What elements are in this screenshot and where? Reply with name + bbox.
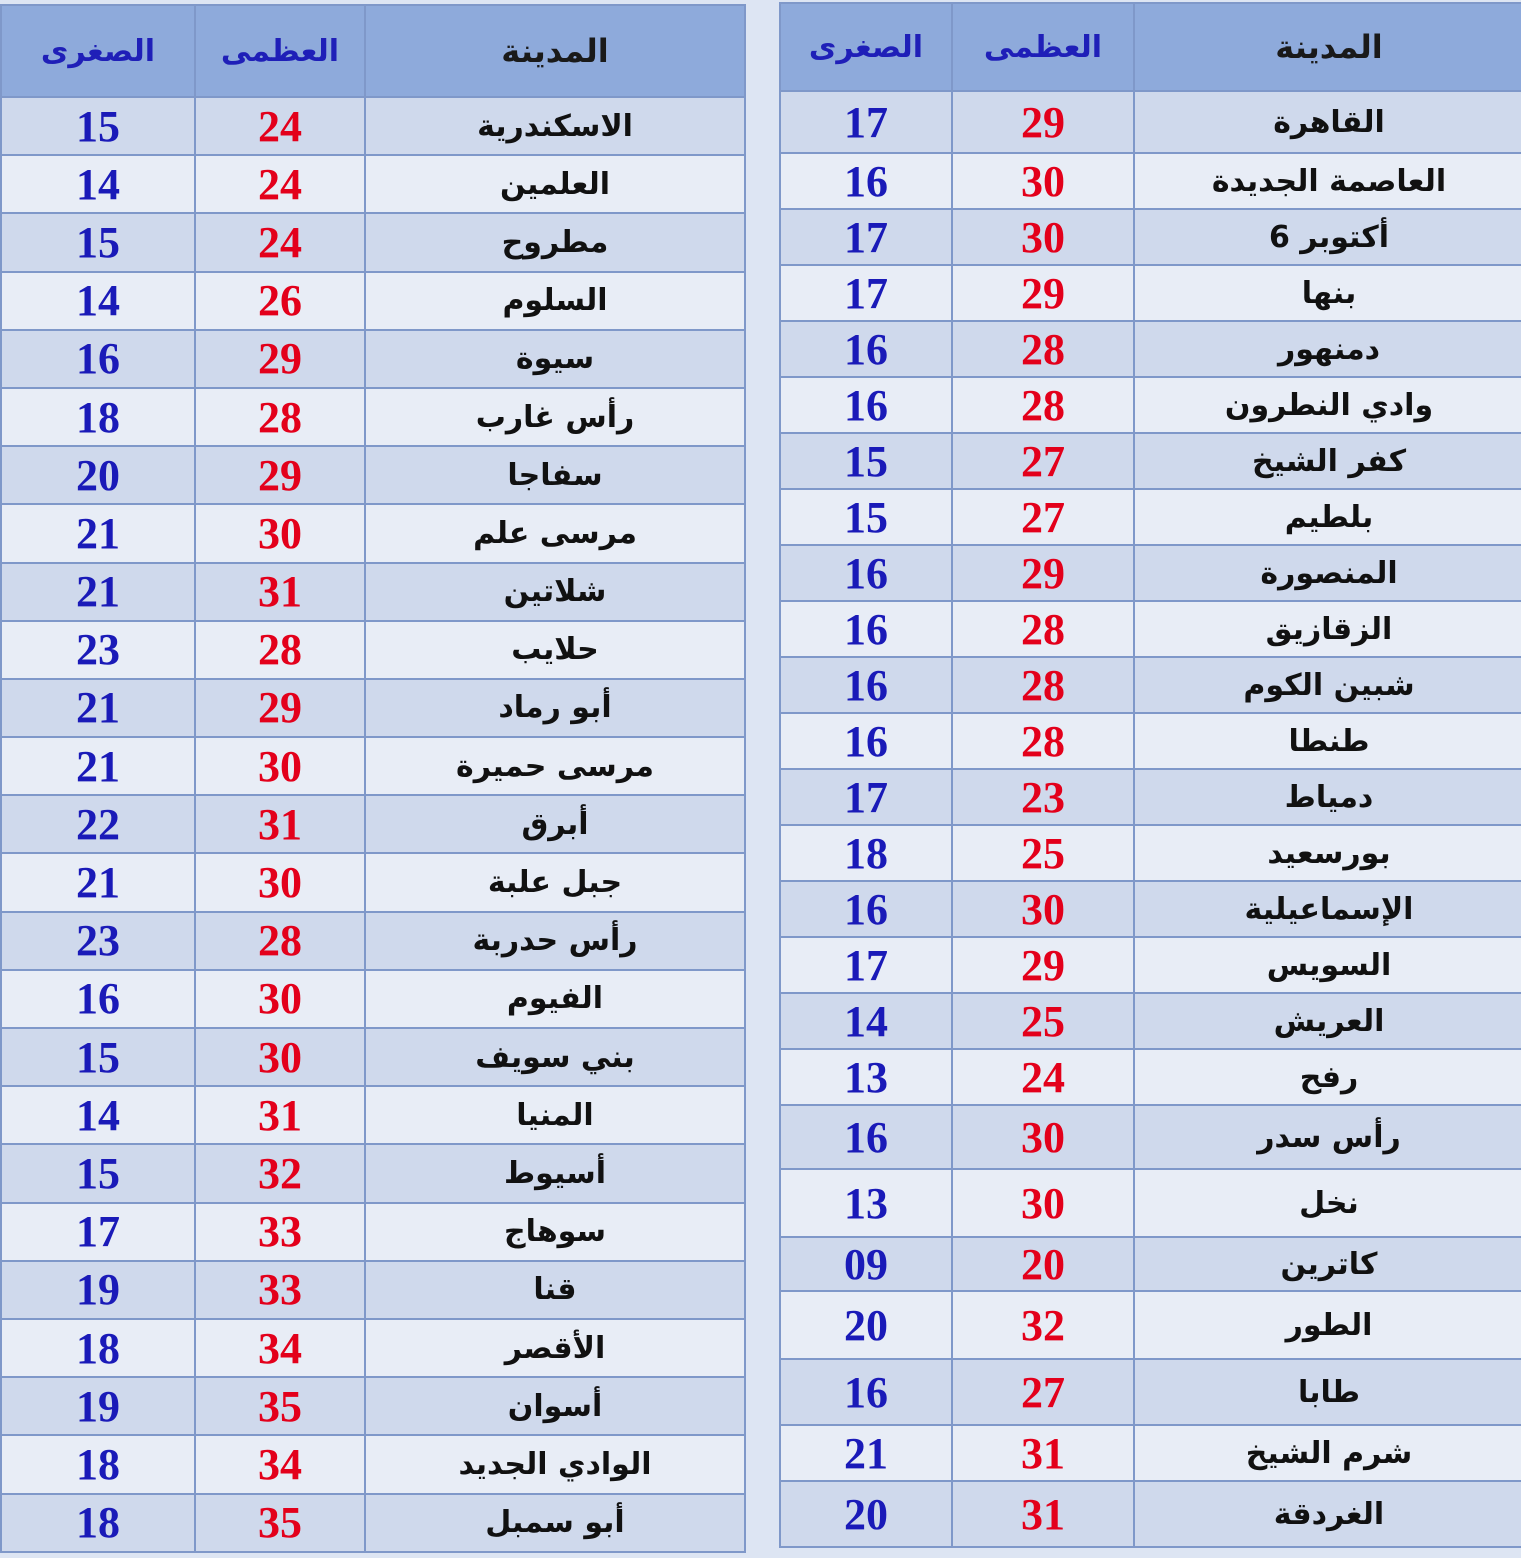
city-name-cell: المنصورة [1134,545,1521,601]
min-temp-cell: 21 [780,1425,952,1481]
city-name-cell: أبرق [365,795,745,853]
max-temp-cell: 30 [952,209,1134,265]
max-temp-cell: 35 [195,1377,365,1435]
max-temp-cell: 30 [195,504,365,562]
min-temp-cell: 16 [1,970,195,1028]
min-temp-cell: 14 [1,155,195,213]
min-temp-cell: 09 [780,1237,952,1291]
max-temp-cell: 30 [952,1105,1134,1169]
max-temp-cell: 27 [952,433,1134,489]
city-name-cell: شبين الكوم [1134,657,1521,713]
max-temp-cell: 30 [952,153,1134,209]
min-temp-cell: 15 [1,1028,195,1086]
city-name-cell: كاترين [1134,1237,1521,1291]
min-temp-cell: 16 [780,881,952,937]
max-temp-cell: 31 [952,1425,1134,1481]
max-temp-cell: 20 [952,1237,1134,1291]
table-row [780,489,1521,545]
table-row [780,657,1521,713]
city-name-cell: 6 أكتوبر [1134,209,1521,265]
max-temp-cell: 30 [195,737,365,795]
table-row [1,970,745,1028]
table-row [780,825,1521,881]
min-temp-cell: 16 [780,1105,952,1169]
max-temp-cell: 28 [952,321,1134,377]
min-temp-cell: 16 [780,153,952,209]
table-row [1,97,745,155]
max-temp-cell: 28 [952,601,1134,657]
min-temp-cell: 15 [1,213,195,271]
max-temp-cell: 32 [195,1144,365,1202]
max-temp-cell: 35 [195,1494,365,1552]
min-temp-cell: 18 [1,1494,195,1552]
table-header-row [780,3,1521,91]
temperature-table-right [779,2,1521,1548]
city-name-cell: الوادي الجديد [365,1435,745,1493]
max-temp-cell: 28 [195,388,365,446]
city-name-cell: الطور [1134,1291,1521,1359]
min-temp-cell: 17 [1,1203,195,1261]
city-name-cell: الإسماعيلية [1134,881,1521,937]
city-name-cell: طنطا [1134,713,1521,769]
city-name-cell: رأس غارب [365,388,745,446]
max-temp-cell: 29 [952,91,1134,153]
temperature-table-left [0,4,746,1553]
min-temp-cell: 16 [780,657,952,713]
city-name-cell: سيوة [365,330,745,388]
max-temp-cell: 30 [195,1028,365,1086]
city-name-cell: السويس [1134,937,1521,993]
max-temp-cell: 28 [952,713,1134,769]
min-temp-cell: 23 [1,912,195,970]
min-temp-cell: 13 [780,1169,952,1237]
city-name-cell: وادي النطرون [1134,377,1521,433]
max-temp-cell: 23 [952,769,1134,825]
city-name-cell: العلمين [365,155,745,213]
table-row [780,265,1521,321]
table-row [1,446,745,504]
table-row [780,601,1521,657]
city-name-cell: جبل علبة [365,853,745,911]
city-name-cell: سفاجا [365,446,745,504]
table-header-row [1,5,745,97]
table-row [1,272,745,330]
city-name-cell: قنا [365,1261,745,1319]
min-temp-cell: 16 [780,377,952,433]
city-name-cell: رفح [1134,1049,1521,1105]
table-row [780,937,1521,993]
table-row [1,155,745,213]
min-temp-cell: 14 [1,1086,195,1144]
header-max-temp: العظمى [195,5,365,97]
min-temp-cell: 18 [1,388,195,446]
min-temp-cell: 15 [1,97,195,155]
city-name-cell: مرسى علم [365,504,745,562]
min-temp-cell: 16 [1,330,195,388]
table-row [780,1359,1521,1425]
city-name-cell: الاسكندرية [365,97,745,155]
city-name-cell: العاصمة الجديدة [1134,153,1521,209]
table-row [780,91,1521,153]
table-row [1,388,745,446]
city-name-cell: دمياط [1134,769,1521,825]
max-temp-cell: 25 [952,993,1134,1049]
min-temp-cell: 18 [1,1435,195,1493]
min-temp-cell: 16 [780,713,952,769]
table-row [1,1377,745,1435]
table-row [1,213,745,271]
max-temp-cell: 32 [952,1291,1134,1359]
header-city: المدينة [1134,3,1521,91]
min-temp-cell: 14 [1,272,195,330]
city-name-cell: العريش [1134,993,1521,1049]
table-row [780,1105,1521,1169]
max-temp-cell: 27 [952,1359,1134,1425]
max-temp-cell: 30 [195,853,365,911]
min-temp-cell: 21 [1,504,195,562]
min-temp-cell: 19 [1,1261,195,1319]
city-name-cell: الغردقة [1134,1481,1521,1547]
city-name-cell: رأس حدربة [365,912,745,970]
max-temp-cell: 27 [952,489,1134,545]
max-temp-cell: 30 [195,970,365,1028]
min-temp-cell: 17 [780,265,952,321]
min-temp-cell: 15 [780,433,952,489]
city-name-cell: السلوم [365,272,745,330]
min-temp-cell: 21 [1,853,195,911]
max-temp-cell: 29 [195,330,365,388]
city-name-cell: بلطيم [1134,489,1521,545]
table-row [780,713,1521,769]
table-row [780,1425,1521,1481]
table-row [1,1261,745,1319]
city-name-cell: الفيوم [365,970,745,1028]
max-temp-cell: 25 [952,825,1134,881]
table-row [1,912,745,970]
header-city: المدينة [365,5,745,97]
city-name-cell: الزقازيق [1134,601,1521,657]
table-row [780,153,1521,209]
max-temp-cell: 28 [195,912,365,970]
max-temp-cell: 31 [195,1086,365,1144]
table-row [1,1494,745,1552]
city-name-cell: دمنهور [1134,321,1521,377]
max-temp-cell: 33 [195,1261,365,1319]
city-name-cell: أسيوط [365,1144,745,1202]
city-name-cell: طابا [1134,1359,1521,1425]
header-min-temp: الصغرى [780,3,952,91]
city-name-cell: شلاتين [365,563,745,621]
city-name-cell: سوهاج [365,1203,745,1261]
table-row [1,737,745,795]
table-row [780,1169,1521,1237]
table-row [1,1203,745,1261]
table-row [780,1237,1521,1291]
table-row [780,209,1521,265]
city-name-cell: شرم الشيخ [1134,1425,1521,1481]
table-row [1,1435,745,1493]
table-row [1,1319,745,1377]
min-temp-cell: 16 [780,601,952,657]
max-temp-cell: 29 [952,265,1134,321]
header-min-temp: الصغرى [1,5,195,97]
max-temp-cell: 31 [195,795,365,853]
table-row [780,321,1521,377]
city-name-cell: أسوان [365,1377,745,1435]
max-temp-cell: 28 [952,377,1134,433]
min-temp-cell: 18 [1,1319,195,1377]
min-temp-cell: 16 [780,1359,952,1425]
min-temp-cell: 19 [1,1377,195,1435]
table-row [780,1481,1521,1547]
table-row [1,563,745,621]
city-name-cell: الأقصر [365,1319,745,1377]
max-temp-cell: 30 [952,1169,1134,1237]
max-temp-cell: 26 [195,272,365,330]
table-row [1,621,745,679]
min-temp-cell: 22 [1,795,195,853]
table-row [1,1086,745,1144]
min-temp-cell: 14 [780,993,952,1049]
table-row [780,433,1521,489]
city-name-cell: القاهرة [1134,91,1521,153]
max-temp-cell: 30 [952,881,1134,937]
city-name-cell: مرسى حميرة [365,737,745,795]
min-temp-cell: 20 [780,1481,952,1547]
max-temp-cell: 24 [195,155,365,213]
max-temp-cell: 24 [195,97,365,155]
table-row [780,545,1521,601]
city-name-cell: بني سويف [365,1028,745,1086]
max-temp-cell: 34 [195,1435,365,1493]
max-temp-cell: 24 [195,213,365,271]
min-temp-cell: 17 [780,209,952,265]
max-temp-cell: 29 [195,679,365,737]
min-temp-cell: 21 [1,737,195,795]
city-name-cell: بورسعيد [1134,825,1521,881]
city-name-cell: أبو رماد [365,679,745,737]
table-row [1,679,745,737]
table-row [780,769,1521,825]
max-temp-cell: 29 [952,937,1134,993]
table-row [1,1144,745,1202]
city-name-cell: مطروح [365,213,745,271]
min-temp-cell: 20 [780,1291,952,1359]
min-temp-cell: 13 [780,1049,952,1105]
table-row [1,1028,745,1086]
table-row [780,1291,1521,1359]
max-temp-cell: 24 [952,1049,1134,1105]
table-row [1,853,745,911]
table-row [780,377,1521,433]
max-temp-cell: 28 [952,657,1134,713]
min-temp-cell: 17 [780,769,952,825]
max-temp-cell: 29 [952,545,1134,601]
min-temp-cell: 23 [1,621,195,679]
table-row [1,330,745,388]
min-temp-cell: 17 [780,937,952,993]
max-temp-cell: 28 [195,621,365,679]
min-temp-cell: 16 [780,545,952,601]
city-name-cell: أبو سمبل [365,1494,745,1552]
city-name-cell: نخل [1134,1169,1521,1237]
table-row [1,795,745,853]
table-row [780,993,1521,1049]
min-temp-cell: 20 [1,446,195,504]
max-temp-cell: 33 [195,1203,365,1261]
min-temp-cell: 15 [1,1144,195,1202]
table-row [780,1049,1521,1105]
min-temp-cell: 15 [780,489,952,545]
min-temp-cell: 18 [780,825,952,881]
min-temp-cell: 17 [780,91,952,153]
min-temp-cell: 21 [1,563,195,621]
max-temp-cell: 34 [195,1319,365,1377]
table-row [1,504,745,562]
max-temp-cell: 31 [195,563,365,621]
city-name-cell: كفر الشيخ [1134,433,1521,489]
header-max-temp: العظمى [952,3,1134,91]
min-temp-cell: 21 [1,679,195,737]
min-temp-cell: 16 [780,321,952,377]
table-row [780,881,1521,937]
max-temp-cell: 29 [195,446,365,504]
max-temp-cell: 31 [952,1481,1134,1547]
city-name-cell: المنيا [365,1086,745,1144]
city-name-cell: بنها [1134,265,1521,321]
city-name-cell: حلايب [365,621,745,679]
city-name-cell: رأس سدر [1134,1105,1521,1169]
